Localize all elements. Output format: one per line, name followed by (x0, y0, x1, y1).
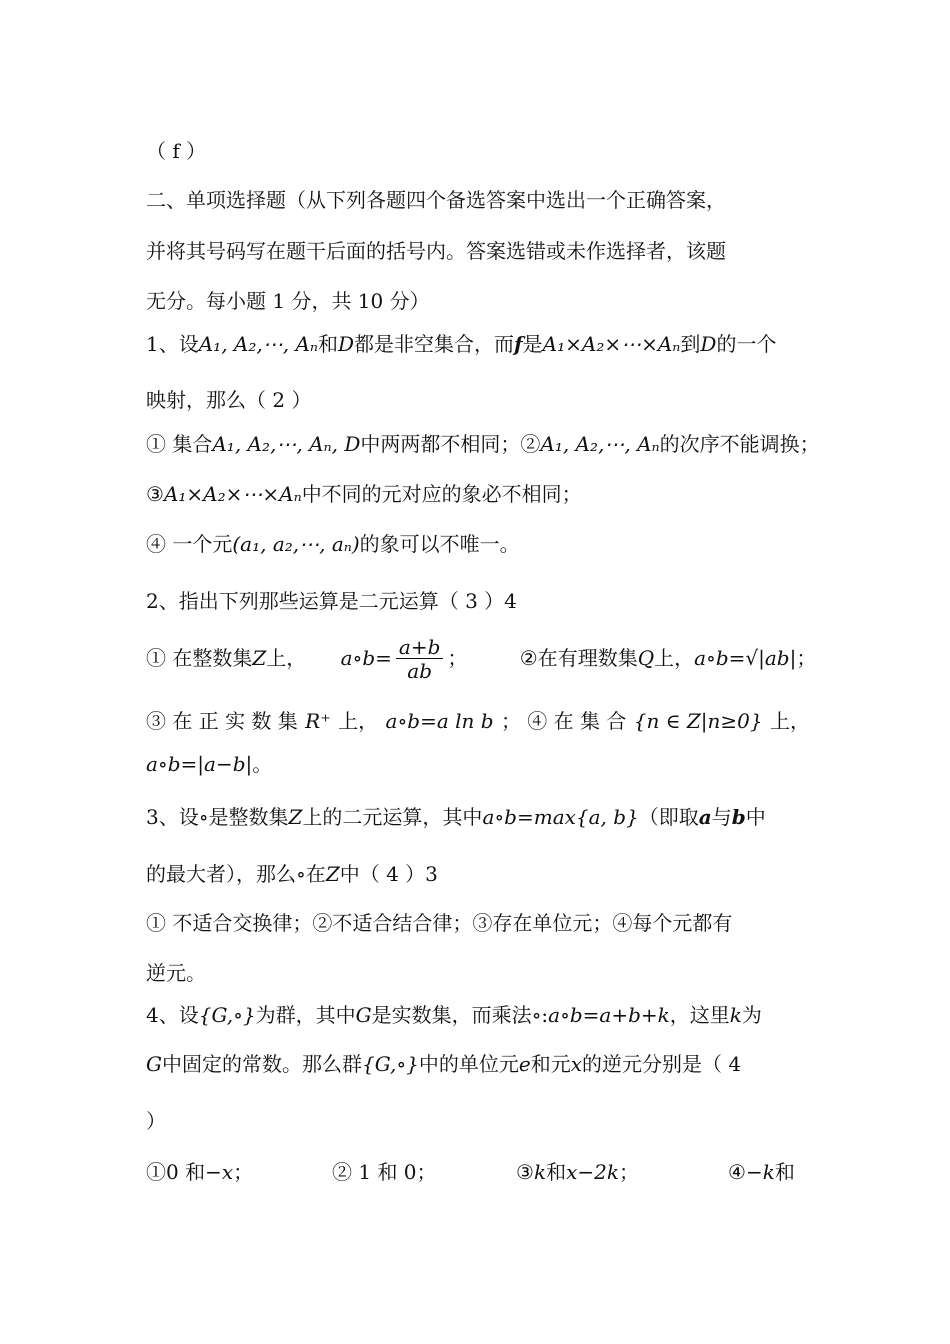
question-3-stem-cont: 的最大者），那么∘在Z中（ 4 ）3 (146, 862, 438, 886)
question-2-option-4-cont: a∘b=|a−b|。 (146, 752, 273, 776)
question-1-option-1-2: ① 集合A₁, A₂,⋯, Aₙ, D中两两都不相同；②A₁, A₂,⋯, Aₙ的次序不能调换； (146, 432, 820, 456)
question-2-option-3-4: ③ 在 正 实 数 集 R⁺ 上， a∘b=a ln b ； ④ 在 集 合 {n ∈ Z|n≥0} 上， (146, 709, 810, 733)
question-3-stem: 3、设∘是整数集Z上的二元运算，其中a∘b=max{a, b}（即取a与b中 (146, 805, 766, 829)
question-1-option-3: ③A₁×A₂×⋯×Aₙ中不同的元对应的象必不相同； (146, 482, 582, 506)
question-2-option-1-2: ① 在整数集Z上， a∘b= $\frac{a+b}{ab}$ ； ②在有理数集Q上，a∘b=√|ab|； (146, 635, 817, 683)
question-1-option-4: ④ 一个元(a₁, a₂,⋯, aₙ)的象可以不唯一。 (146, 532, 520, 556)
section-heading: 二、单项选择题（从下列各题四个备选答案中选出一个正确答案， (146, 188, 726, 212)
question-4-stem-cont: G中固定的常数。那么群{G,∘}中的单位元e和元x的逆元分别是（ 4 (146, 1052, 742, 1076)
question-4-stem: 4、设{G,∘}为群，其中G是实数集，而乘法∘:a∘b=a+b+k，这里k为 (146, 1003, 762, 1027)
question-1-stem: 1、设A₁, A₂,⋯, Aₙ和D都是非空集合，而f是A₁×A₂×⋯×Aₙ到D的一个 (146, 332, 777, 356)
question-1-answer: 映射，那么（ 2 ） (146, 388, 312, 412)
answer-f: （ f ） (146, 139, 207, 163)
question-3-options: ① 不适合交换律；②不适合结合律；③存在单位元；④每个元都有 (146, 911, 733, 935)
fraction: $\frac{a+b}{ab}$ (396, 636, 443, 683)
question-3-options-cont: 逆元。 (146, 961, 206, 985)
section-scoring: 无分。每小题 1 分，共 10 分） (146, 289, 430, 313)
section-instructions: 并将其号码写在题干后面的括号内。答案选错或未作选择者，该题 (146, 239, 726, 263)
question-2-stem: 2、指出下列那些运算是二元运算（ 3 ）4 (146, 589, 517, 613)
option-3: ③k和x−2k； (516, 1160, 639, 1184)
question-4-stem-end: ） (146, 1109, 166, 1133)
option-1: ①0 和−x； (146, 1160, 254, 1184)
option-4: ④−k和 (728, 1160, 795, 1184)
option-2: ② 1 和 0； (332, 1160, 437, 1184)
